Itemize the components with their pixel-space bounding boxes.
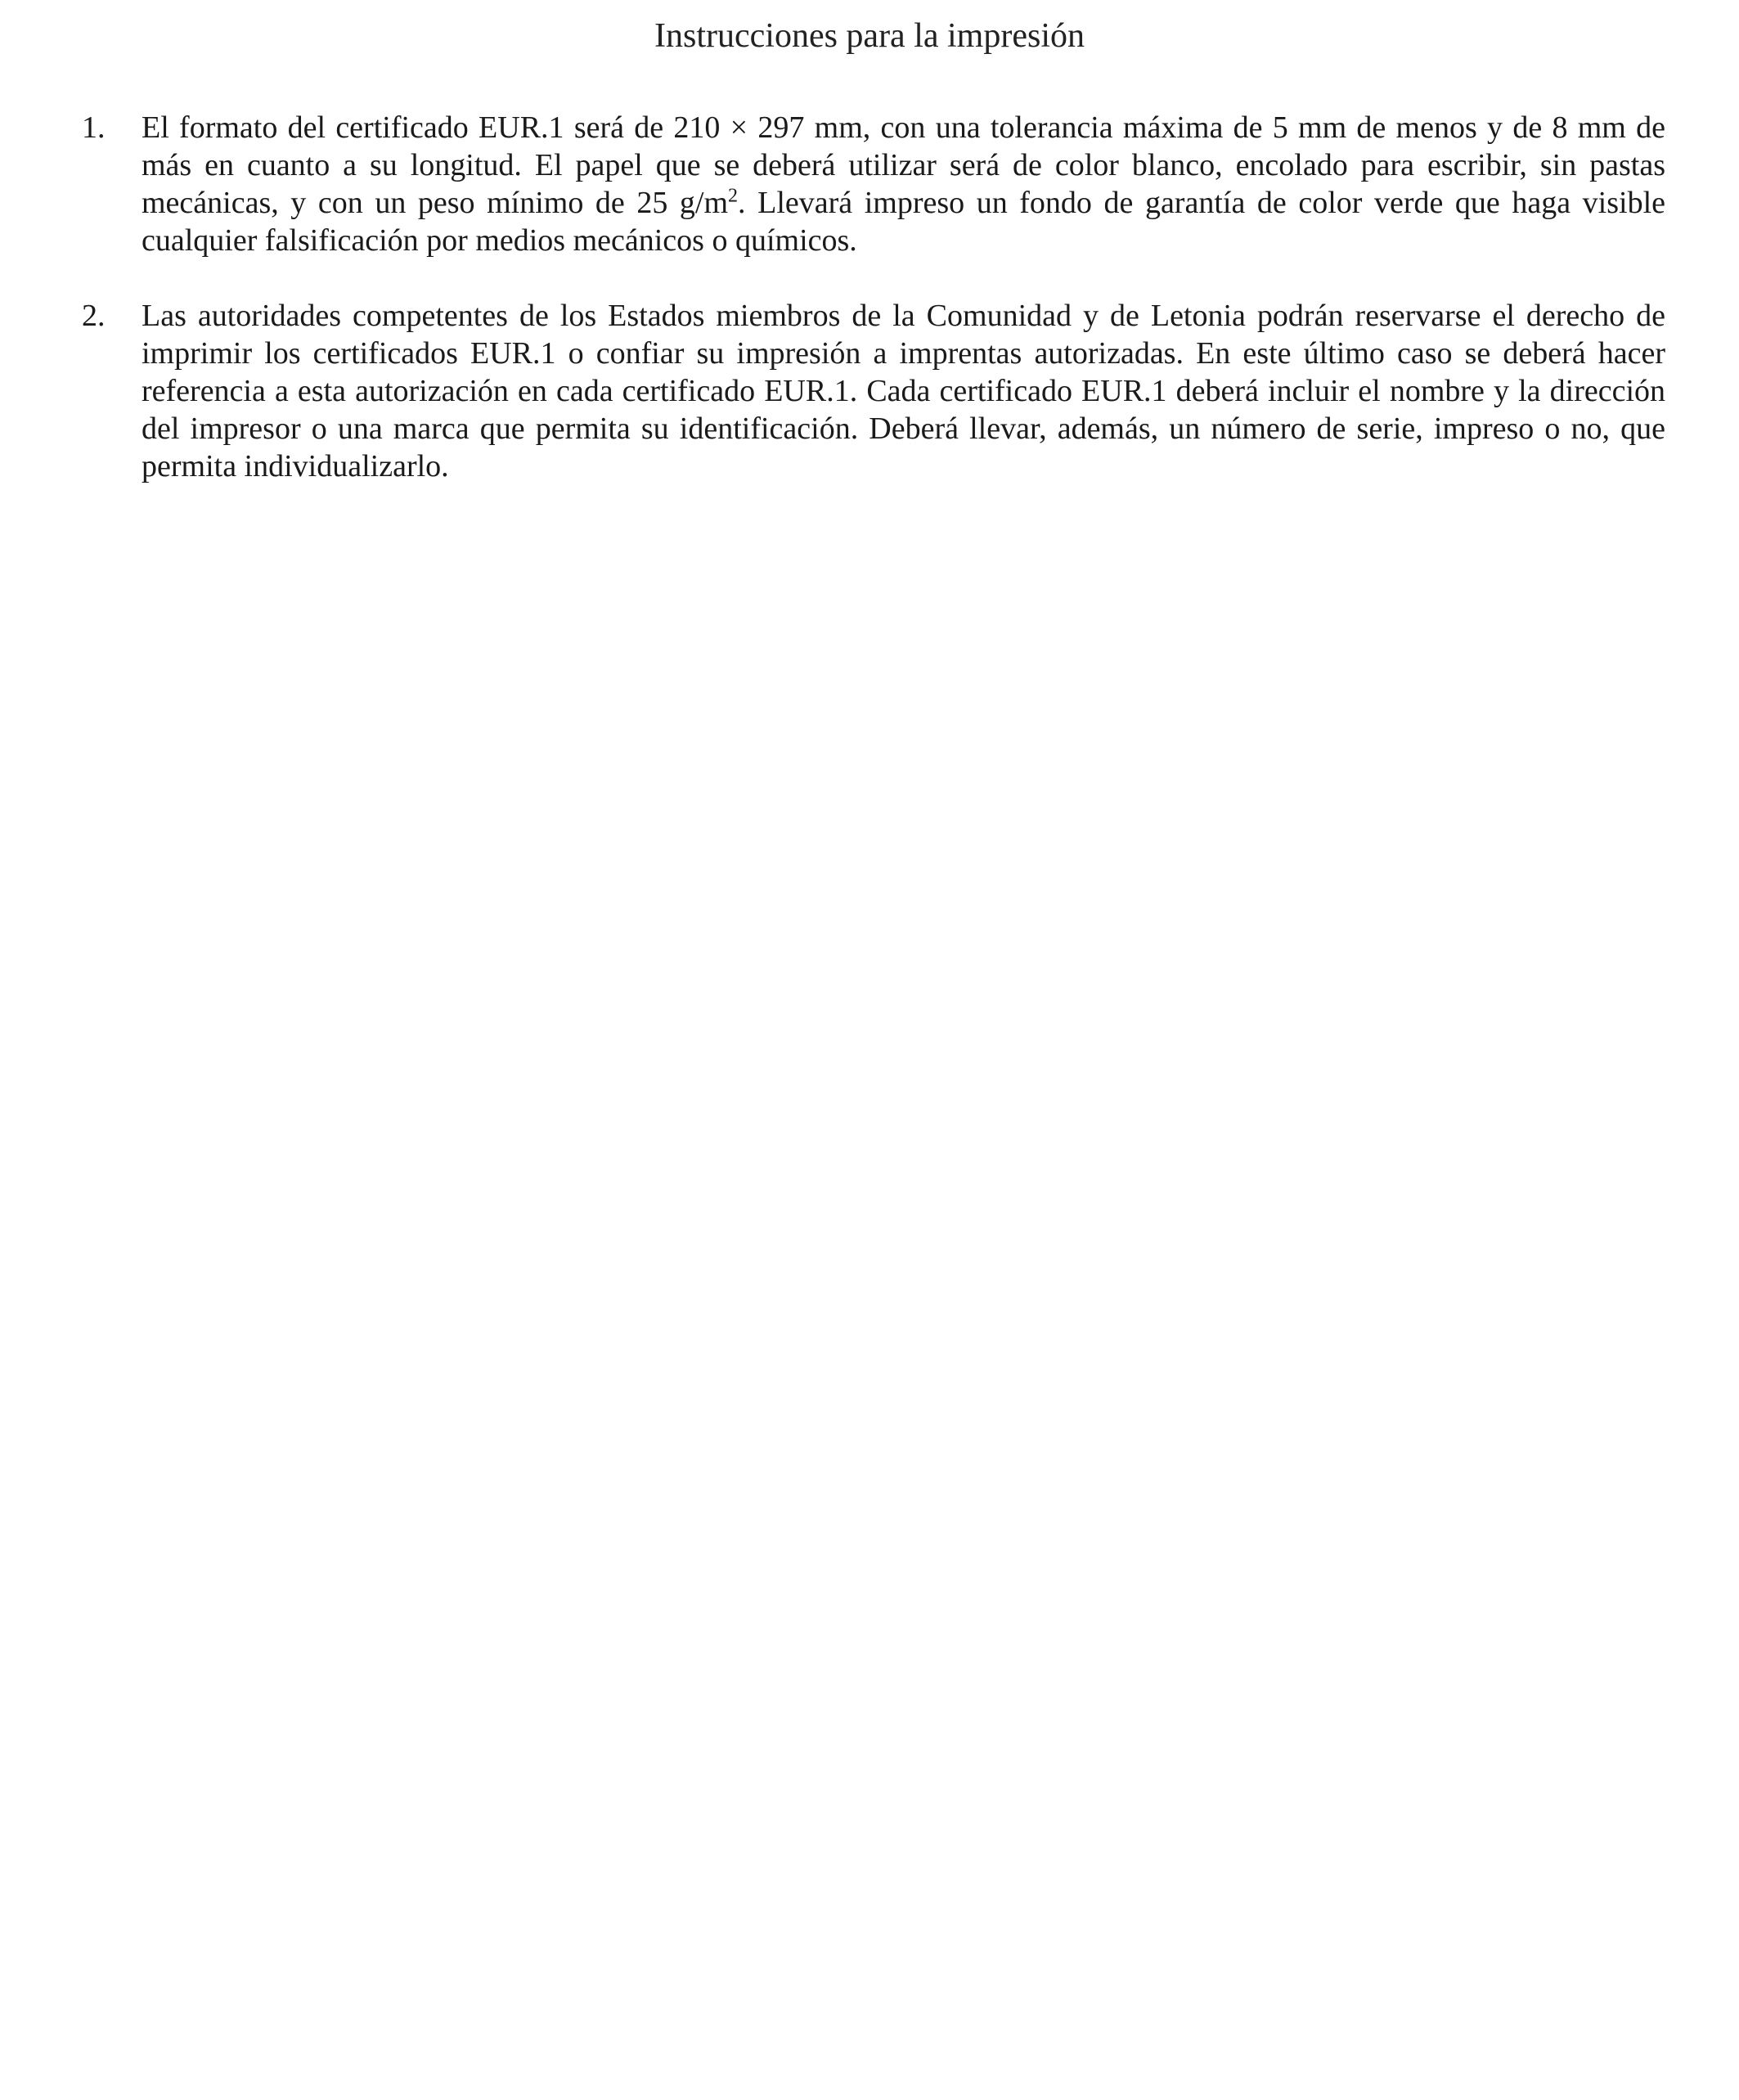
item-text-part: . Llevará impreso un fondo de garantía de color verde que haga visible cualquier falsificación por medios mecánicos o químicos. (142, 186, 1666, 258)
item-number: 1. (82, 110, 106, 145)
superscript: 2 (728, 185, 739, 207)
item-text: Las autoridades competentes de los Estados miembros de la Comunidad y de Letonia podrán reservarse el derecho de imprimir los certificados EUR.1 o confiar su impresión a imprentas autorizadas. En este último caso se deberá hacer referencia a esta autorización en cada certificado EUR.1. Cada certificado EUR.1 deberá incluir el nombre y la dirección del impresor o una marca que permita su identificación. Deberá llevar, además, un número de serie, impreso o no, que permita individualizarlo. (142, 299, 1665, 483)
document-title: Instrucciones para la impresión (654, 17, 1085, 55)
list-item (82, 109, 1665, 259)
item-text-part: El formato del certificado EUR.1 será de 210 × 297 mm, con una tolerancia máxima de 5 mm de menos y de 8 mm de más en cuanto a su longitud. El papel que se deberá utilizar será de color blanco, encolado para escribir, sin pastas mecánicas, y con un peso mínimo de 25 g/m (142, 110, 1665, 220)
item-text (142, 109, 1665, 259)
item-number: 2. (82, 299, 106, 333)
list-item (82, 297, 1665, 485)
instruction-list (82, 109, 1665, 523)
